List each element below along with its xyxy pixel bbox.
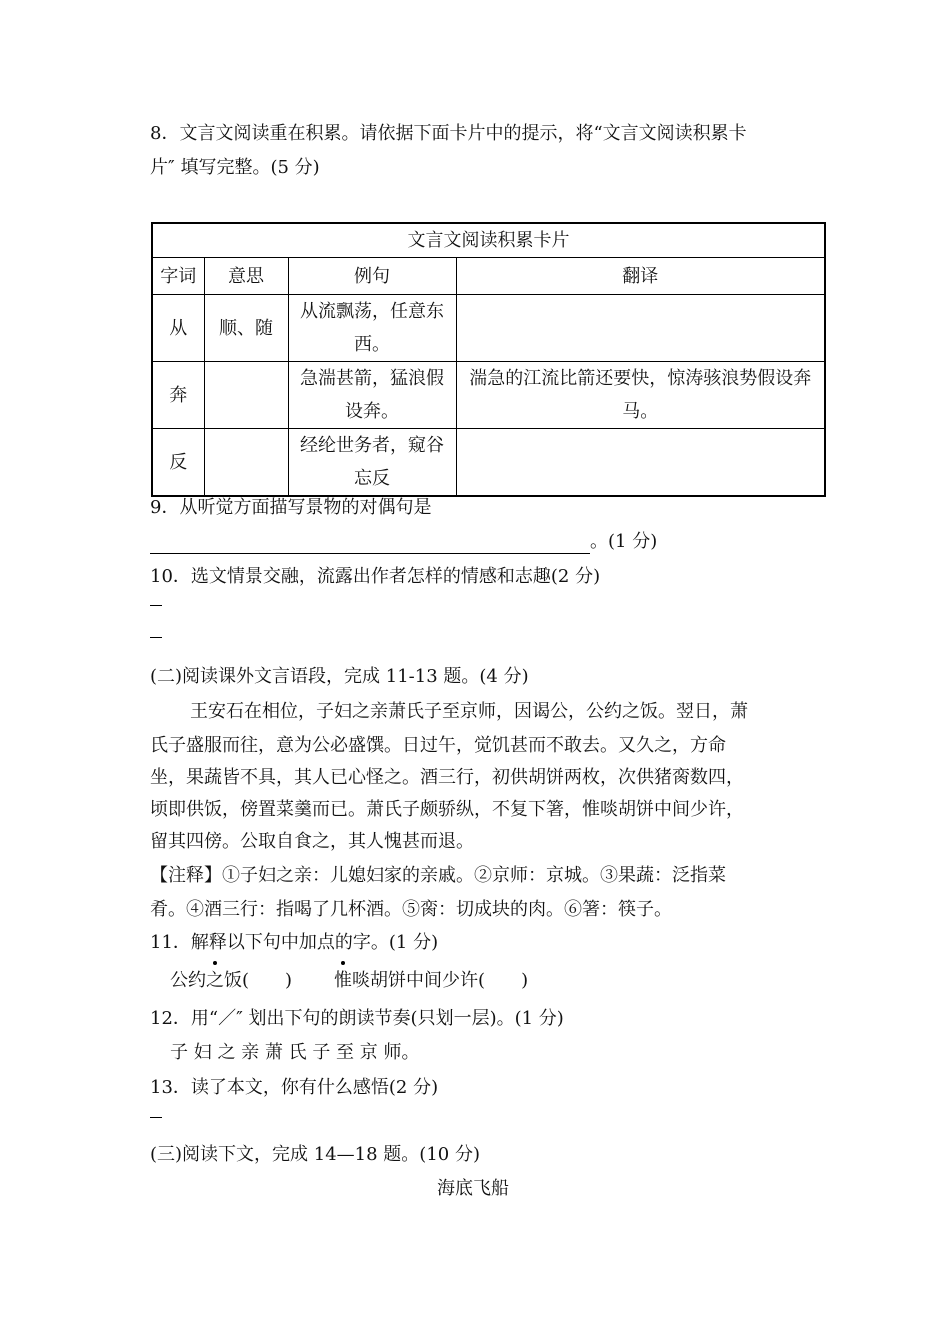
row-translation[interactable]: [456, 295, 825, 362]
row-example: 从流飘荡，任意东 西。: [288, 295, 456, 362]
q10-answer-blank-1[interactable]: [150, 605, 162, 606]
row-example: 经纶世务者，窥谷 忘反: [288, 429, 456, 497]
passage-line: 留其四傍。公取自食之，其人愧甚而退。: [150, 831, 474, 852]
header-word: 字词: [152, 258, 204, 295]
header-meaning: 意思: [204, 258, 288, 295]
q9-suffix: 。(1 分): [590, 531, 658, 552]
row-meaning: 顺、随: [204, 295, 288, 362]
q11-text: 11．解释以下句中加点的字。(1 分): [150, 932, 439, 953]
passage-line: 王安石在相位，子妇之亲萧氏子至京师，因谒公，公约之饭。翌日，萧: [190, 701, 748, 722]
row-meaning[interactable]: [204, 429, 288, 497]
q9-answer-line: [150, 530, 657, 554]
q11-items: 公约之饭( ) 惟啖胡饼中间少许( ): [170, 970, 529, 991]
q10-text: 10．选文情景交融，流露出作者怎样的情感和志趣(2 分): [150, 566, 601, 587]
passage-line: 顷即供饭，傍置菜羹而已。萧氏子颇骄纵，不复下箸，惟啖胡饼中间少许，: [150, 799, 744, 820]
row-translation[interactable]: [456, 429, 825, 497]
q8-line1: 8．文言文阅读重在积累。请依据下面卡片中的提示，将“文言文阅读积累卡: [150, 123, 747, 144]
notes-line1: 【注释】①子妇之亲：儿媳妇家的亲戚。②京师：京城。③果蔬：泛指菜: [150, 865, 726, 886]
q10-answer-blank-2[interactable]: [150, 637, 162, 638]
dotted-char: 惟: [334, 970, 353, 991]
row-word: 反: [152, 429, 204, 497]
row-translation: 湍急的江流比箭还要快，惊涛骇浪势假设奔 马。: [456, 362, 825, 429]
row-word: 从: [152, 295, 204, 362]
q13-answer-blank[interactable]: [150, 1117, 162, 1118]
accumulation-card: [151, 222, 826, 497]
dotted-char: 之: [206, 970, 224, 991]
table-row: [152, 362, 825, 429]
q8-line2: 片″ 填写完整。(5 分): [150, 157, 320, 178]
q9-text: 9．从听觉方面描写景物的对偶句是: [150, 497, 432, 518]
header-example: 例句: [288, 258, 456, 295]
passage-line: 氏子盛服而往，意为公必盛馔。日过午，觉饥甚而不敢去。又久之，方命: [150, 735, 726, 756]
section3-title: 海底飞船: [437, 1178, 509, 1199]
q12-text: 12．用“／″ 划出下句的朗读节奏(只划一层)。(1 分): [150, 1008, 564, 1029]
q9-blank[interactable]: [150, 531, 590, 554]
table-row: [152, 429, 825, 497]
q12-sentence: 子 妇 之 亲 萧 氏 子 至 京 师。: [170, 1042, 420, 1063]
row-word: 奔: [152, 362, 204, 429]
table-row: [152, 295, 825, 362]
passage-line: 坐，果蔬皆不具，其人已心怪之。酒三行，初供胡饼两枚，次供猪脔数四，: [150, 767, 744, 788]
section3-heading: (三)阅读下文，完成 14—18 题。(10 分): [150, 1144, 480, 1165]
header-translation: 翻译: [456, 258, 825, 295]
row-example: 急湍甚箭，猛浪假 设奔。: [288, 362, 456, 429]
q13-text: 13．读了本文，你有什么感悟(2 分): [150, 1077, 439, 1098]
card-title: 文言文阅读积累卡片: [152, 223, 825, 258]
row-meaning[interactable]: [204, 362, 288, 429]
notes-line2: 肴。④酒三行：指喝了几杯酒。⑤脔：切成块的肉。⑥箸：筷子。: [150, 899, 672, 920]
section2-heading: (二)阅读课外文言语段，完成 11-13 题。(4 分): [150, 666, 529, 687]
